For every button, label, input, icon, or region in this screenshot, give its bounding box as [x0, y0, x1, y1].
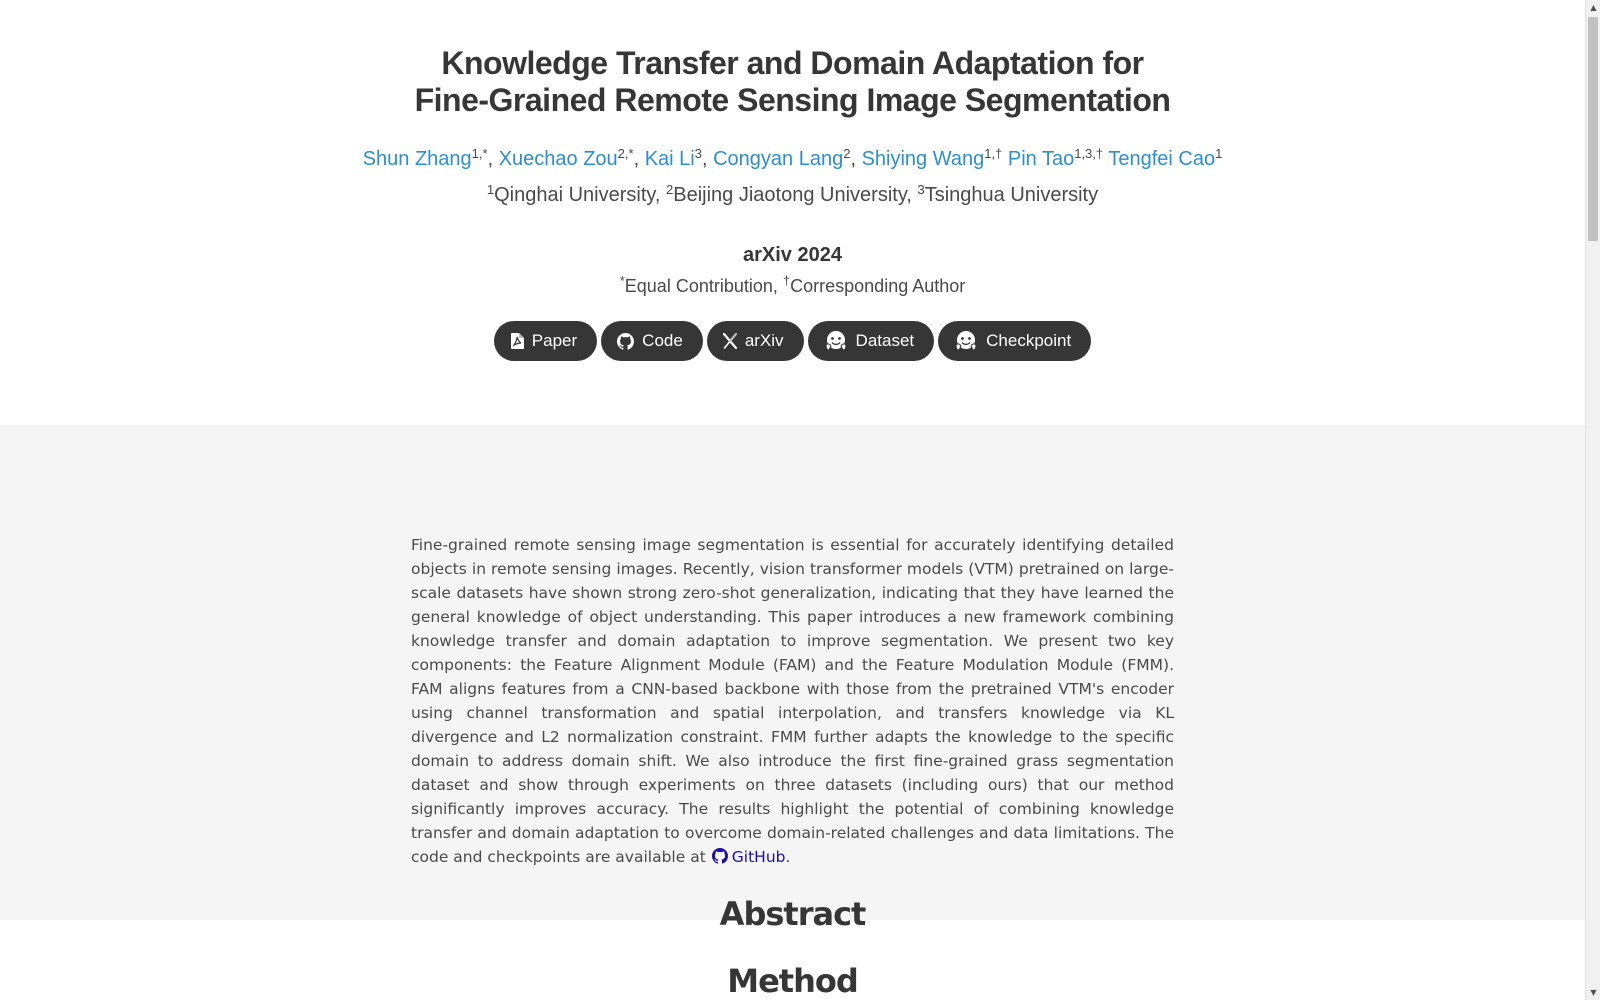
huggingface-icon: [824, 330, 848, 352]
author-link[interactable]: Pin Tao: [1007, 148, 1075, 170]
contribution-notes: *Equal Contribution, †Corresponding Author: [619, 273, 966, 296]
author-affiliation-mark: 2,*: [617, 146, 634, 161]
code-button-label: Code: [642, 331, 683, 350]
vertical-scrollbar[interactable]: [1585, 0, 1600, 1000]
github-icon: [617, 333, 634, 350]
checkpoint-button-label: Checkpoint: [986, 331, 1072, 350]
file-pdf-icon: [510, 333, 524, 349]
paper-title: [0, 45, 1585, 119]
method-heading: Method: [727, 962, 858, 1000]
github-icon: [712, 848, 728, 864]
paper-button-label: Paper: [531, 331, 578, 350]
affiliation-list: $^1$Qinghai University, $^2$Beijing Jiaotong University, $^3$Tsinghua University: [486, 182, 1099, 206]
affiliation-number: 1: [486, 182, 495, 197]
author-link[interactable]: Shiying Wang: [861, 148, 985, 170]
paper-title-line-1: Knowledge Transfer and Domain Adaptation for: [441, 45, 1144, 81]
author-link[interactable]: Xuechao Zou: [498, 148, 618, 170]
equal-contribution-note: Equal Contribution: [624, 276, 773, 296]
corresponding-author-note: Corresponding Author: [790, 276, 966, 296]
dataset-button[interactable]: [808, 321, 935, 361]
venue-label: arXiv 2024: [743, 244, 842, 266]
author-link[interactable]: Shun Zhang: [362, 148, 472, 170]
affiliation-name: Tsinghua University: [924, 184, 1099, 206]
affiliation-number: 2: [666, 182, 674, 197]
huggingface-icon: [954, 330, 978, 352]
arxiv-icon: [723, 333, 737, 349]
paper-title-line-2: Fine-Grained Remote Sensing Image Segmentation: [414, 82, 1171, 118]
author-list: Shun Zhang$^{1,*}$, Xuechao Zou$^{2,*}$, Kai Li$^3$, Congyan Lang$^2$, Shiying Wang$^{1,\dagger}$ Pin Tao$^{1,3,\dagger}$ Tengfei Cao$^1$: [362, 146, 1223, 170]
github-link-label: GitHub: [731, 848, 786, 866]
author-link[interactable]: Congyan Lang: [713, 148, 844, 170]
arxiv-button[interactable]: [707, 321, 804, 361]
affiliation-number: 3: [917, 182, 925, 197]
author-link[interactable]: Tengfei Cao: [1108, 148, 1216, 170]
scrollbar-thumb[interactable]: [1588, 17, 1598, 241]
author-affiliation-mark: 1: [1215, 146, 1223, 161]
author-link[interactable]: Kai Li: [644, 148, 695, 170]
abstract-end: .: [785, 848, 791, 866]
abstract-body: Fine-grained remote sensing image segmentation is essential for accurately identifying detailed objects in remote sensing images. Recently, vision transformer models (VTM) pretrained on large-scale datasets have shown strong zero-shot generalization, indicating that they have learned the general knowledge of object understanding. This paper introduces a new framework combining knowledge transfer and domain adaptation to improve segmentation. We present two key components: the Feature Alignment Module (FAM) and the Feature Modulation Module (FMM). FAM aligns features from a CNN-based backbone with those from the pretrained VTM's encoder using channel transformation and spatial interpolation, and transfers knowledge via KL divergence and L2 normalization constraint. FMM further adapts the knowledge to the specific domain to address domain shift. We also introduce the first fine-grained grass segmentation dataset and show through experiments on three datasets (including ours) that our method significantly improves accuracy. The results highlight the potential of combining knowledge transfer and domain adaptation to overcome domain-related challenges and data limitations. The code and checkpoints are available at: [411, 536, 1174, 866]
abstract-section: [0, 425, 1585, 933]
author-affiliation-mark: 1,3,†: [1074, 146, 1104, 161]
hero-section: [0, 0, 1585, 425]
equal-contribution-mark: *: [619, 273, 625, 288]
link-buttons: [0, 321, 1585, 361]
author-affiliation-mark: 3: [694, 146, 702, 161]
abstract-heading: Abstract: [719, 895, 866, 933]
paper-button[interactable]: [494, 321, 597, 361]
affiliation-name: Beijing Jiaotong University: [673, 184, 907, 206]
dataset-button-label: Dataset: [855, 331, 915, 350]
affiliation-name: Qinghai University: [494, 184, 655, 206]
scroll-up-arrow-icon[interactable]: ▲: [1590, 3, 1597, 12]
code-button[interactable]: [601, 321, 703, 361]
arxiv-button-label: arXiv: [744, 331, 784, 350]
author-affiliation-mark: 1,*: [471, 146, 488, 161]
abstract-text: [411, 533, 1174, 869]
author-affiliation-mark: 1,†: [984, 146, 1003, 161]
scroll-down-arrow-icon[interactable]: ▼: [1590, 988, 1597, 997]
author-affiliation-mark: 2: [843, 146, 851, 161]
github-link[interactable]: [706, 848, 786, 866]
corresponding-author-mark: †: [782, 273, 791, 288]
checkpoint-button[interactable]: [938, 321, 1091, 361]
